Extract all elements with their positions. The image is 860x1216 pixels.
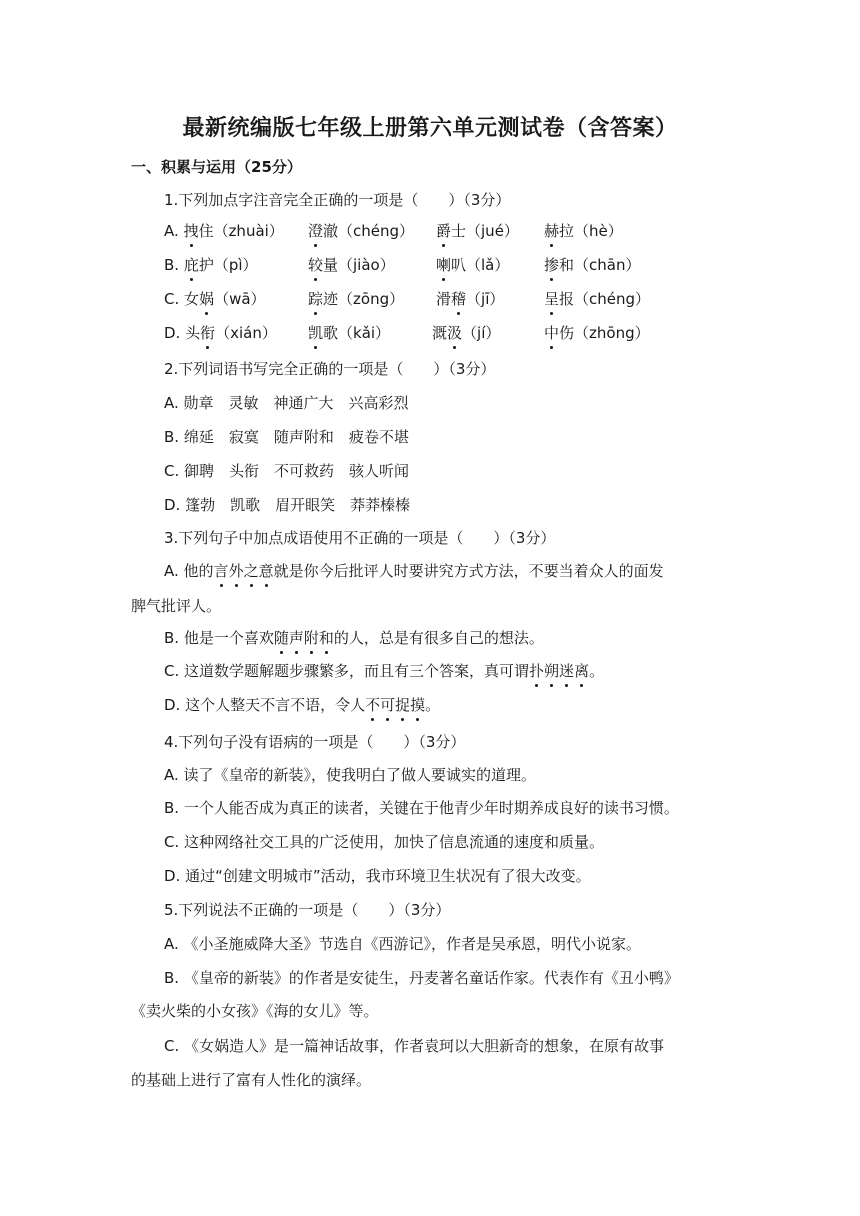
section-heading: 一、积累与运用（25分）	[131, 158, 302, 176]
question-3-option-a-cont: 脾气批评人。	[131, 597, 222, 615]
question-3-option-d: D. 这个人整天不言不语，令人不可捉摸。	[164, 696, 441, 714]
question-5-option-c-cont: 的基础上进行了富有人性化的演绎。	[131, 1071, 372, 1089]
question-1-option-b: B. 庇护（pì） 较量（jiào） 喇叭（lǎ） 掺和（chān）	[164, 256, 641, 274]
question-5-option-c: C. 《女娲造人》是一篇神话故事，作者袁珂以大胆新奇的想象，在原有故事	[164, 1037, 665, 1055]
question-1-stem: 1.下列加点字注音完全正确的一项是（ ）（3分）	[164, 191, 511, 209]
question-4-option-c: C. 这种网络社交工具的广泛使用，加快了信息流通的速度和质量。	[164, 833, 605, 851]
question-2-stem: 2.下列词语书写完全正确的一项是（ ）（3分）	[164, 360, 496, 378]
question-5-option-b-cont: 《卖火柴的小女孩》《海的女儿》等。	[131, 1002, 379, 1020]
question-4-option-b: B. 一个人能否成为真正的读者，关键在于他青少年时期养成良好的读书习惯。	[164, 799, 679, 817]
question-5-stem: 5.下列说法不正确的一项是（ ）（3分）	[164, 901, 451, 919]
question-2-option-c: C. 御聘 头衔 不可救药 骇人听闻	[164, 462, 410, 480]
question-1-option-a: A. 拽住（zhuài） 澄澈（chéng） 爵士（jué） 赫拉（hè）	[164, 222, 623, 240]
question-5-option-a: A. 《小圣施威降大圣》节选自《西游记》，作者是吴承恩，明代小说家。	[164, 935, 642, 953]
question-3-stem: 3.下列句子中加点成语使用不正确的一项是（ ）（3分）	[164, 529, 556, 547]
question-1-option-c: C. 女娲（wā） 踪迹（zōng） 滑稽（jī） 呈报（chéng）	[164, 290, 651, 308]
question-4-stem: 4.下列句子没有语病的一项是（ ）（3分）	[164, 733, 466, 751]
question-3-option-c: C. 这道数学题解题步骤繁多，而且有三个答案，真可谓扑朔迷离。	[164, 662, 605, 680]
question-3-option-b: B. 他是一个喜欢随声附和的人，总是有很多自己的想法。	[164, 629, 544, 647]
question-4-option-d: D. 通过“创建文明城市”活动，我市环境卫生状况有了很大改变。	[164, 867, 591, 885]
page-title: 最新统编版七年级上册第六单元测试卷（含答案）	[182, 116, 678, 141]
question-2-option-d: D. 篷勃 凯歌 眉开眼笑 莽莽榛榛	[164, 496, 411, 514]
question-4-option-a: A. 读了《皇帝的新装》，使我明白了做人要诚实的道理。	[164, 766, 537, 784]
question-3-option-a: A. 他的言外之意就是你今后批评人时要讲究方式方法，不要当着众人的面发	[164, 562, 664, 580]
question-2-option-b: B. 绵延 寂寞 随声附和 疲卷不堪	[164, 428, 409, 446]
question-2-option-a: A. 勋章 灵敏 神通广大 兴高彩烈	[164, 394, 409, 412]
question-5-option-b: B. 《皇帝的新装》的作者是安徒生，丹麦著名童话作家。代表作有《丑小鸭》	[164, 969, 679, 987]
question-1-option-d: D. 头衔（xián） 凯歌（kǎi） 溉汲（jí） 中伤（zhōng）	[164, 324, 650, 342]
